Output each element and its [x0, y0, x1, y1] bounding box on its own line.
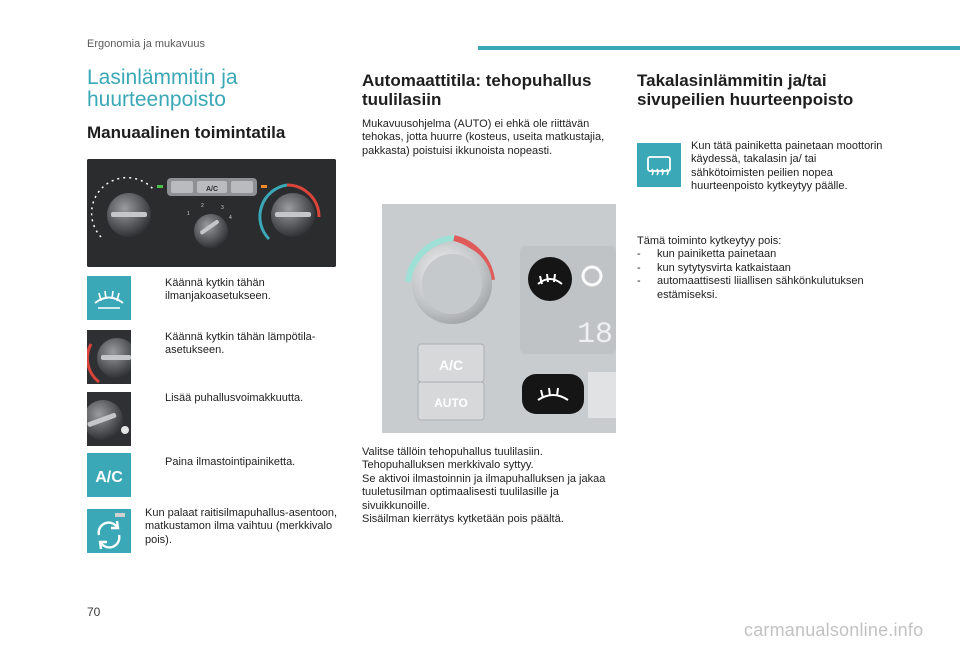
subtitle-rear-screen-demist: Takalasinlämmitin ja/tai sivupeilien huurteenpoisto — [637, 71, 854, 109]
subtitle-manual-mode: Manuaalinen toimintatila — [87, 123, 286, 142]
auto-auto-label: AUTO — [434, 396, 468, 410]
icon-windscreen-demist — [87, 276, 131, 320]
auto-panel-photo — [382, 204, 616, 433]
recirculation-icon — [87, 509, 131, 553]
auto-instruction-1: Valitse tällöin tehopuhallus tuulilasiin. — [362, 446, 543, 458]
list-bullet: - — [637, 248, 641, 261]
panel-number-3: 3 — [221, 205, 224, 211]
auto-mode-intro: Mukavuusohjelma (AUTO) ei ehkä ole riittävän tehokas, jotta huurre (kosteus, useita matkustajia, pakkasta) poistuisi ikkunoista nopeasti. — [362, 118, 605, 157]
auto-panel-illustration — [382, 204, 616, 433]
step-text-4: Paina ilmastointipainiketta. — [165, 456, 296, 468]
temperature-knob-icon — [87, 330, 131, 384]
ac-button-icon — [87, 453, 131, 497]
panel-number-2: 2 — [201, 203, 204, 209]
step-text-1: Käännä kytkin tähän ilmanjakoasetukseen. — [165, 277, 271, 303]
climate-panel-illustration — [87, 159, 336, 267]
step-item-4 — [145, 456, 335, 469]
off-list-item-3-text: automaattisesti liiallisen sähkönkulutuksen estämiseksi. — [657, 275, 864, 301]
step-item-1 — [145, 277, 335, 304]
climate-panel-photo — [87, 159, 336, 267]
icon-ac-button — [87, 453, 131, 497]
note-recirculation: Kun palaat raitisilmapuhallus-asentoon, matkustamon ilma vaihtuu (merkkivalo pois). — [145, 507, 338, 546]
off-list-item-3 — [637, 275, 897, 302]
rear-demist-icon — [637, 143, 681, 187]
auto-display-temperature: 18 — [577, 318, 614, 352]
off-list-item-1-text: kun painiketta painetaan — [657, 248, 777, 261]
auto-instruction-2: Tehopuhalluksen merkkivalo syttyy. — [362, 459, 534, 472]
off-list-item-2-text: kun sytytysvirta katkaistaan — [657, 261, 791, 274]
watermark-text: carmanualsonline.info — [744, 620, 924, 640]
rear-demist-off-title: Tämä toiminto kytkeytyy pois: — [637, 235, 782, 247]
rear-demist-off-list — [637, 248, 897, 302]
panel-ac-label: A/C — [205, 186, 219, 193]
icon-temperature-knob — [87, 330, 131, 384]
auto-ac-label: A/C — [438, 357, 464, 373]
page-header-label: Ergonomia ja mukavuus — [87, 38, 206, 50]
fan-knob-icon — [87, 392, 131, 446]
ac-button-label: A/C — [95, 469, 123, 486]
off-list-item-1 — [637, 248, 897, 261]
section-title-defrost: Lasinlämmitin ja huurteenpoisto — [87, 66, 238, 111]
subtitle-automatic-mode: Automaattitila: tehopuhallus tuulilasiin — [362, 71, 592, 109]
auto-mode-instructions — [362, 446, 617, 526]
page-number: 70 — [87, 605, 101, 619]
auto-instruction-4: Sisäilman kierrätys kytketään pois päältä. — [362, 513, 564, 526]
panel-number-1: 1 — [187, 211, 190, 217]
icon-rear-demist — [637, 143, 681, 187]
step-item-2 — [145, 331, 340, 358]
rear-demist-intro: Kun tätä painiketta painetaan moottorin käydessä, takalasin ja/ tai sähkötoimisten peilien nopea huurteenpoisto kytkeytyy päälle. — [691, 140, 883, 193]
page-header-bar — [478, 46, 960, 50]
list-bullet: - — [637, 261, 641, 274]
icon-recirculation — [87, 509, 131, 553]
panel-number-4: 4 — [229, 215, 232, 221]
off-list-item-2 — [637, 262, 897, 275]
list-bullet: - — [637, 275, 641, 288]
step-text-2: Käännä kytkin tähän lämpötila-asetukseen. — [165, 331, 316, 357]
windscreen-demist-icon — [87, 276, 131, 320]
step-text-3: Lisää puhallusvoimakkuutta. — [165, 392, 304, 404]
icon-fan-knob — [87, 392, 131, 446]
step-item-3 — [145, 392, 335, 405]
auto-instruction-3: Se aktivoi ilmastoinnin ja ilmapuhalluksen ja jakaa tuuletusilman optimaalisesti tuulilasille ja sivuikkunoille. — [362, 472, 606, 512]
